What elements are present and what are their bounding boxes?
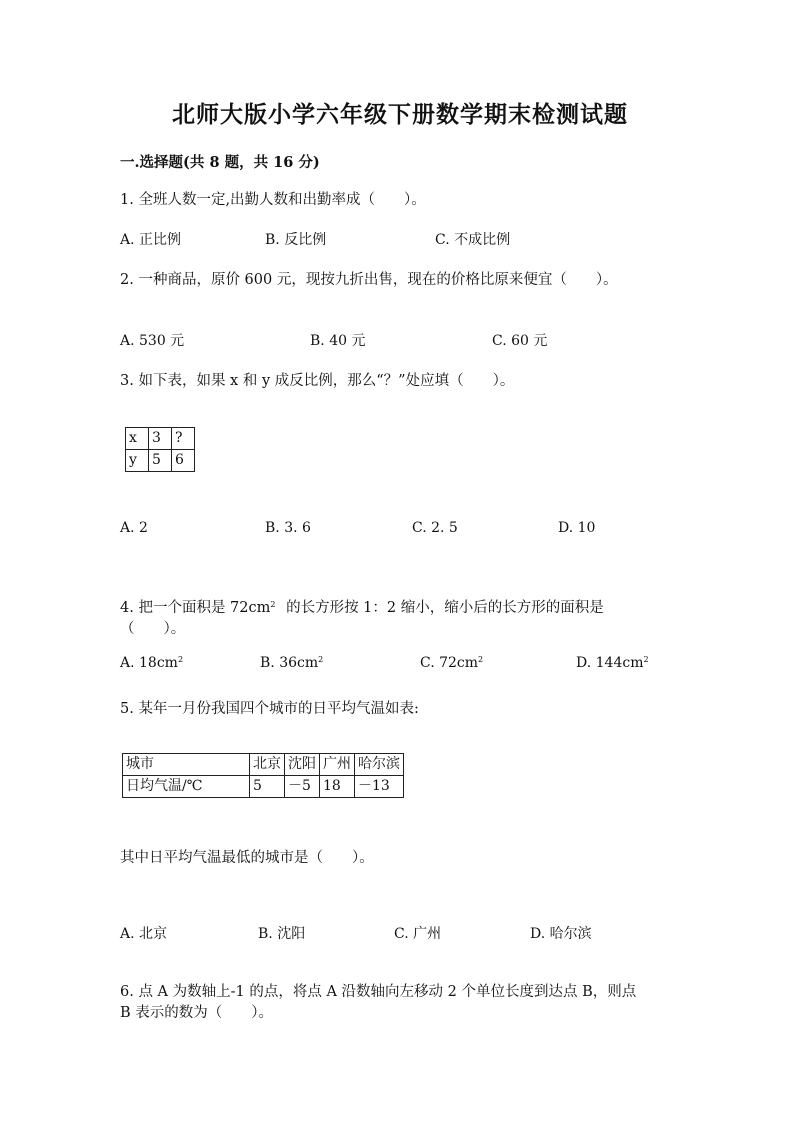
question-3-text: 3. 如下表，如果 x 和 y 成反比例，那么“？”处应填（ ）。 [120,373,515,389]
q5-option-b: B. 沈阳 [258,926,306,942]
q3-option-a: A. 2 [120,520,148,536]
table-cell: 18 [320,776,355,798]
section-heading: 一.选择题(共 8 题，共 16 分) [120,154,320,171]
q1-option-c: C. 不成比例 [435,232,511,248]
q4-option-b-label: B. 36cm [260,655,319,671]
unit-exponent: 2 [270,600,276,609]
table-cell: 日均气温/℃ [123,776,250,798]
q2-option-a: A. 530 元 [120,333,185,349]
table-row [126,450,195,472]
q4-option-d [576,655,649,671]
q4-text-part-2: 的长方形按 1：2 缩小，缩小后的长方形的面积是 [286,600,604,616]
q3-option-b: B. 3. 6 [265,520,311,536]
question-1-text: 1. 全班人数一定,出勤人数和出勤率成（ ）。 [120,192,426,208]
table-cell: 5 [250,776,285,798]
unit-exponent: 2 [177,655,184,664]
q5-option-c: C. 广州 [394,926,442,942]
q5-option-a: A. 北京 [120,926,168,942]
table-cell: 沈阳 [285,754,320,776]
q2-option-b: B. 40 元 [310,333,366,349]
question-6-text: 6. 点 A 为数轴上-1 的点，将点 A 沿数轴向左移动 2 个单位长度到达点 B，则点 [120,984,637,1000]
q1-option-a: A. 正比例 [120,232,182,248]
q3-option-c: C. 2. 5 [412,520,458,536]
table-row [126,428,195,450]
question-4-text-line-2: （ ）。 [120,621,186,637]
table-cell: 哈尔滨 [355,754,404,776]
table-cell: ? [172,428,195,450]
question-5-text: 5. 某年一月份我国四个城市的日平均气温如表: [120,701,419,717]
table-cell: 北京 [250,754,285,776]
table-cell: 3 [149,428,172,450]
table-cell: 城市 [123,754,250,776]
table-cell: y [126,450,149,472]
q4-option-c [420,655,483,671]
q3-option-d: D. 10 [558,520,596,536]
question-6-text-line-2: B 表示的数为（ ）。 [120,1005,274,1021]
table-cell: 5 [149,450,172,472]
q3-table [125,427,195,472]
table-cell: 广州 [320,754,355,776]
table-row [123,776,404,798]
q4-option-a [120,655,183,671]
table-cell: 6 [172,450,195,472]
q4-option-c-label: C. 72cm [420,655,479,671]
unit-exponent: 2 [643,655,649,664]
page-title: 北师大版小学六年级下册数学期末检测试题 [172,101,628,128]
unit-exponent: 2 [318,655,324,664]
q2-option-c: C. 60 元 [492,333,548,349]
q4-option-d-label: D. 144cm [576,655,644,671]
q4-option-b [260,655,323,671]
q4-text-part-1: 4. 把一个面积是 72cm [120,600,271,616]
q1-option-b: B. 反比例 [265,232,327,248]
question-4-text [120,596,604,617]
q5-table [122,753,404,798]
q4-option-a-label: A. 18cm [120,655,178,671]
table-row [123,754,404,776]
q5-option-d: D. 哈尔滨 [530,926,592,942]
question-5-followup: 其中日平均气温最低的城市是（ ）。 [120,850,374,866]
table-cell: －13 [355,776,404,798]
unit-exponent: 2 [478,655,484,664]
question-2-text: 2. 一种商品，原价 600 元，现按九折出售，现在的价格比原来便宜（ ）。 [120,272,618,288]
table-cell: －5 [285,776,320,798]
table-cell: x [126,428,149,450]
